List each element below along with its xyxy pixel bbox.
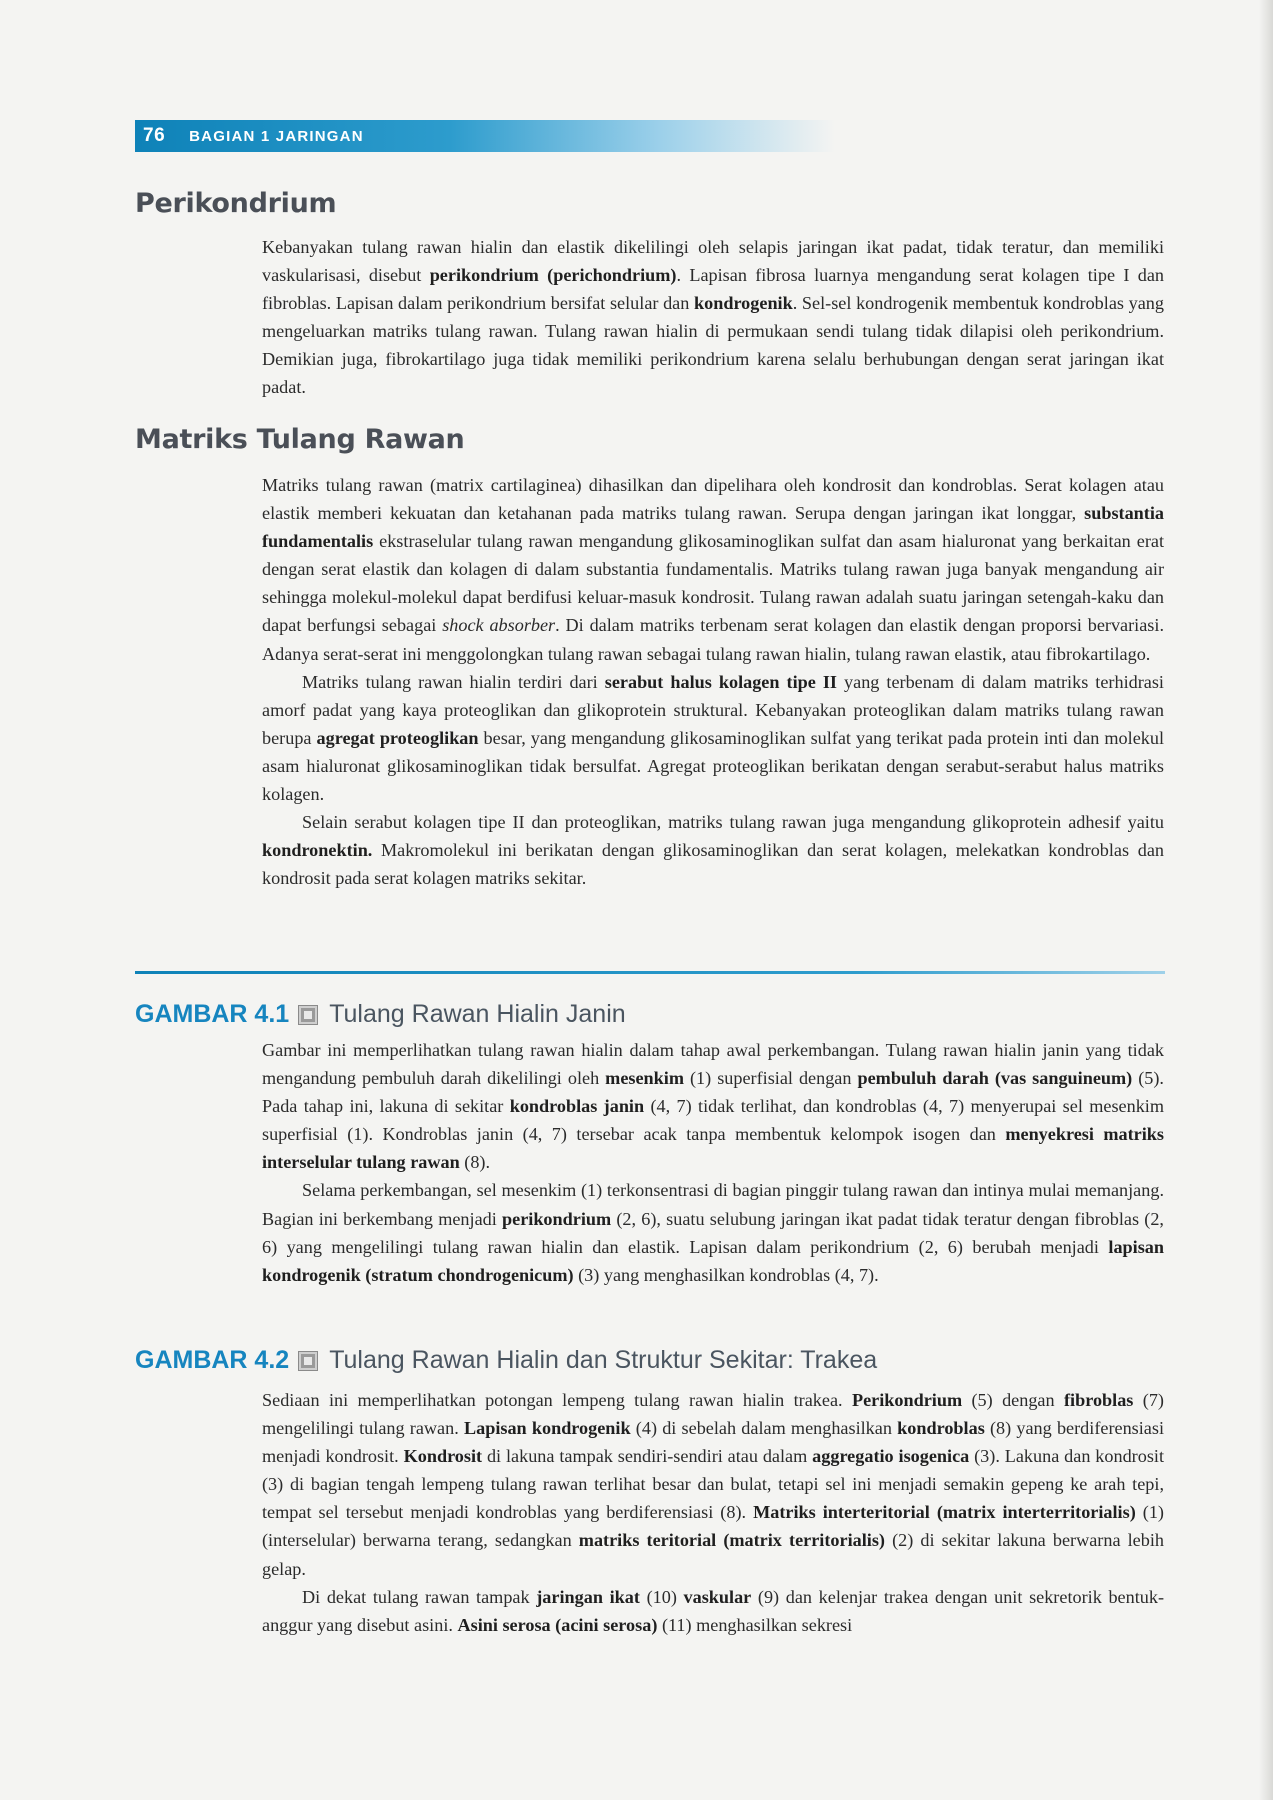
bold-term: substantia fundamentalis [262, 503, 1164, 552]
bold-term: menyekresi matriks interselular tulang rawan [262, 1124, 1165, 1173]
bold-term: serabut halus kolagen tipe II [604, 671, 837, 692]
figure-4-1-body [262, 1036, 1164, 1289]
paragraph [262, 1583, 1164, 1639]
paragraph [262, 808, 1164, 892]
figure-marker-icon [299, 1352, 317, 1370]
paragraph [262, 1036, 1164, 1176]
text-run: (8). [459, 1152, 491, 1173]
text-run: besar, yang mengandung glikosaminoglikan sulfat yang terikat pada protein inti dan molekul asam hialuronat glikosaminoglikan tidak bersulfat. Agregat proteoglikan berikatan dengan serabut-serabut halus matriks kolagen. [262, 727, 1165, 805]
figure-title: Tulang Rawan Hialin dan Struktur Sekitar: Trakea [329, 1346, 878, 1374]
figure-label: GAMBAR 4.1 [135, 1000, 290, 1028]
text-run: (5) dengan [962, 1390, 1064, 1410]
bold-term: kondronektin. [262, 840, 373, 861]
paragraph [262, 233, 1164, 402]
page-edge-shadow [1259, 0, 1273, 1800]
text-run: . Di dalam matriks terbenam serat kolagen dan elastik dengan proporsi bervariasi. Adanya serat-serat ini menggolongkan tulang rawan sebagai tulang rawan hialin, tulang rawan elastik, atau fibrokartilago. [262, 615, 1164, 664]
text-run: (3) yang menghasilkan kondroblas (4, 7). [573, 1264, 879, 1285]
bold-term: lapisan kondrogenik (stratum chondrogenicum) [262, 1236, 1164, 1285]
text-run: Sediaan ini memperlihatkan potongan lempeng tulang rawan hialin trakea. [262, 1390, 852, 1410]
paragraph [262, 471, 1164, 668]
bold-term: Lapisan kondrogenik [463, 1418, 631, 1439]
text-run: . Lapisan fibrosa luarnya mengandung serat kolagen tipe I dan fibroblas. Lapisan dalam perikondrium bersifat selular dan [262, 265, 1164, 314]
paragraph [262, 668, 1164, 808]
text-run: (1) (interselular) berwarna terang, sedangkan [262, 1502, 1164, 1551]
paragraph [262, 1176, 1164, 1288]
italic-term: shock absorber [442, 615, 556, 636]
text-run: Di dekat tulang rawan tampak [302, 1586, 537, 1607]
text-run: yang terbenam di dalam matriks terhidrasi amorf padat yang kaya proteoglikan dan glikoprotein struktural. Kebanyakan proteoglikan dalam matriks tulang rawan berupa [262, 671, 1164, 748]
bold-term: perikondrium (perichondrium) [429, 265, 677, 286]
running-header [135, 120, 835, 152]
text-run: (11) menghasilkan sekresi [657, 1614, 853, 1635]
text-run: (7) mengelilingi tulang rawan. [262, 1390, 1164, 1439]
page-number: 76 [143, 125, 166, 146]
text-run: (8) yang berdiferensiasi menjadi kondrosit. [262, 1418, 1164, 1467]
figure-heading-4-1 [135, 1000, 626, 1029]
text-run: (4, 7) tidak terlihat, dan kondroblas (4, 7) menyerupai sel mesenkim superfisial (1). Kondroblas janin (4, 7) tersebar acak tanpa membentuk kelompok isogen dan [262, 1096, 1164, 1145]
text-run: (9) dan kelenjar trakea dengan unit sekretorik bentuk-anggur yang disebut asini. [262, 1586, 1164, 1635]
bold-term: vaskular [683, 1586, 752, 1607]
figure-label: GAMBAR 4.2 [135, 1346, 290, 1374]
bold-term: matriks teritorial (matrix territorialis) [578, 1530, 885, 1551]
text-run: (2, 6), suatu selubung jaringan ikat padat tidak teratur dengan fibroblas (2, 6) yang mengelilingi tulang rawan hialin dan elastik. Lapisan dalam perikondrium (2, 6) berubah menjadi [262, 1208, 1164, 1257]
bold-term: fibroblas [1063, 1390, 1134, 1410]
bold-term: agregat proteoglikan [316, 727, 479, 748]
perikondrium-body [262, 233, 1164, 402]
text-run: Selama perkembangan, sel mesenkim (1) terkonsentrasi di bagian pinggir tulang rawan dan intinya mulai memanjang. Bagian ini berkembang menjadi [262, 1180, 1164, 1229]
bold-term: Asini serosa (acini serosa) [457, 1614, 658, 1635]
bold-term: kondrogenik [694, 293, 793, 314]
figure-heading-4-2 [135, 1346, 877, 1375]
text-run: (4) di sebelah dalam menghasilkan [630, 1418, 898, 1439]
text-run: (2) di sekitar lakuna berwarna lebih gelap. [262, 1530, 1164, 1579]
text-run: . Sel-sel kondrogenik membentuk kondroblas yang mengeluarkan matriks tulang rawan. Tulang rawan hialin di permukaan sendi tulang tidak dilapisi oleh perikondrium. Demikian juga, fibrokartilago juga tidak memiliki perikondrium karena selalu berhubungan dengan serat jaringan ikat padat. [262, 293, 1164, 398]
text-run: ekstraselular tulang rawan mengandung glikosaminoglikan sulfat dan asam hialuronat yang berkaitan erat dengan serat elastik dan kolagen di dalam substantia fundamentalis. Matriks tulang rawan juga banyak mengandung air sehingga molekul-molekul dapat berdifusi keluar-masuk kondrosit. Tulang rawan adalah suatu jaringan setengah-kaku dan dapat berfungsi sebagai [262, 531, 1164, 636]
text-run: (5). Pada tahap ini, lakuna di sekitar [262, 1068, 1164, 1117]
text-run: di lakuna tampak sendiri-sendiri atau dalam [482, 1446, 813, 1467]
bold-term: mesenkim [605, 1068, 684, 1089]
text-run: Kebanyakan tulang rawan hialin dan elastik dikelilingi oleh selapis jaringan ikat padat, tidak teratur, dan memiliki vaskularisasi, disebut [262, 237, 1164, 286]
text-run: Matriks tulang rawan (matrix cartilaginea) dihasilkan dan dipelihara oleh kondrosit dan kondroblas. Serat kolagen atau elastik memberi kekuatan dan ketahanan pada matriks tulang rawan. Serupa dengan jaringan ikat longgar, [262, 475, 1164, 524]
running-head: BAGIAN 1 JARINGAN [189, 127, 364, 145]
bold-term: Perikondrium [851, 1390, 963, 1410]
bold-term: Kondrosit [403, 1446, 483, 1467]
text-run: Matriks tulang rawan hialin terdiri dari [302, 671, 605, 692]
matriks-body [262, 471, 1164, 892]
section-heading-perikondrium: Perikondrium [135, 188, 337, 219]
bold-term: Matriks interteritorial (matrix interterritorialis) [753, 1502, 1136, 1523]
figure-title: Tulang Rawan Hialin Janin [329, 1000, 626, 1028]
text-run: (10) [639, 1586, 684, 1607]
bold-term: perikondrium [502, 1208, 612, 1229]
section-heading-matriks: Matriks Tulang Rawan [135, 424, 465, 455]
bold-term: kondroblas janin [509, 1096, 645, 1117]
bold-term: aggregatio isogenica [812, 1446, 970, 1467]
section-divider [135, 971, 1165, 974]
text-run: (1) superfisial dengan [683, 1068, 858, 1089]
text-run: Selain serabut kolagen tipe II dan proteoglikan, matriks tulang rawan juga mengandung glikoprotein adhesif yaitu [302, 812, 1164, 833]
text-run: (3). Lakuna dan kondrosit (3) di bagian tengah lempeng tulang rawan terlihat besar dan bulat, tetapi sel ini menjadi semakin gepeng ke arah tepi, tempat sel tersebut menjadi kondroblas yang berdiferensiasi (8). [262, 1446, 1165, 1523]
bold-term: kondroblas [897, 1418, 985, 1439]
text-run: Gambar ini memperlihatkan tulang rawan hialin dalam tahap awal perkembangan. Tulang rawan hialin janin yang tidak mengandung pembuluh darah dikelilingi oleh [262, 1040, 1164, 1089]
figure-marker-icon [299, 1006, 317, 1024]
text-run: Makromolekul ini berikatan dengan glikosaminoglikan dan serat kolagen, melekatkan kondroblas dan kondrosit pada serat kolagen matriks sekitar. [262, 840, 1164, 889]
paragraph [262, 1386, 1164, 1583]
bold-term: pembuluh darah (vas sanguineum) [857, 1068, 1133, 1089]
figure-4-2-body [262, 1386, 1164, 1639]
bold-term: jaringan ikat [536, 1586, 640, 1607]
